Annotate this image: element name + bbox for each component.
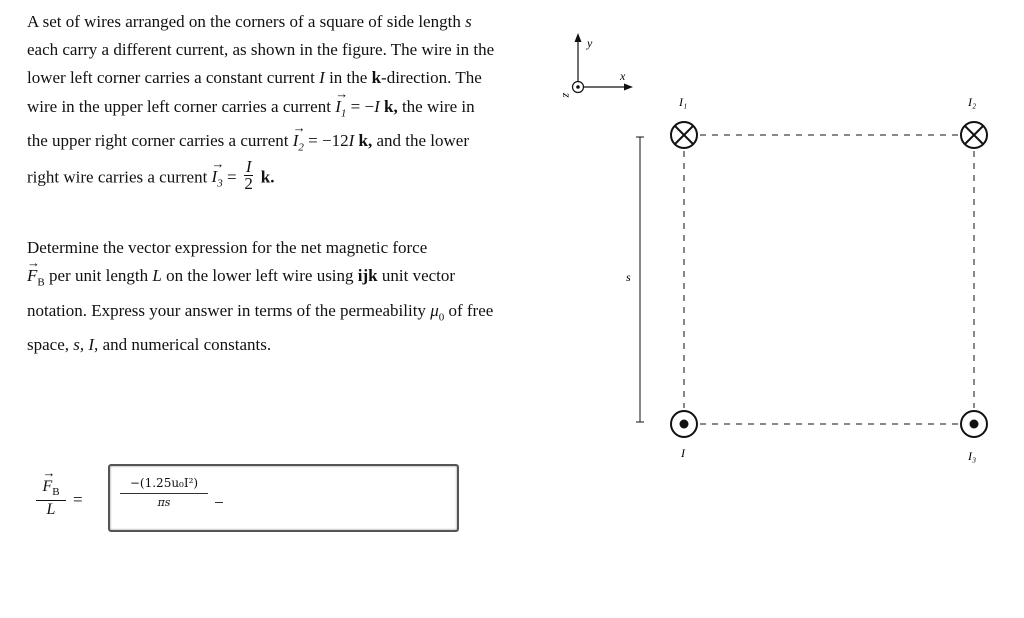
- wire-out-of-page-icon-I: [671, 411, 697, 437]
- equals-sign: =: [73, 490, 83, 509]
- axis-z-label: z: [560, 93, 574, 98]
- vector-I1: → $I_1$: [335, 93, 346, 128]
- answer-expression: $\frac{\text{−(1.25u₀I²)}}{\pi s}$: [120, 476, 208, 509]
- problem-paragraph-2: Determine the vector expression for the net magnetic force → $F_B$ per unit length L on the lower left wire using ijk unit vector notation. Express your answer in terms of the permeability $\mu_0$ of free space, s, I, and numerical constants.: [27, 234, 497, 360]
- wire-out-of-page-icon-I3: [961, 411, 987, 437]
- wire-label-I1: I₁: [679, 95, 688, 109]
- axis-y-label: y: [587, 36, 593, 50]
- fraction-I-over-2: $\frac{I}{2}$: [244, 156, 253, 193]
- wire-label-I: I: [681, 446, 685, 460]
- wire-into-page-icon-I2: [961, 122, 987, 148]
- wire-into-page-icon-I1: [671, 122, 697, 148]
- axes-icon: [573, 33, 634, 93]
- wire-label-I3: I₃: [968, 449, 977, 463]
- wire-label-I2: I₂: [968, 95, 977, 109]
- vector-I2: → $I_2$: [293, 127, 304, 162]
- side-length-label: s: [626, 270, 631, 284]
- answer-lhs: → $\frac{F_B}{L}$: [36, 478, 66, 519]
- vector-FB: → $F_B$: [27, 262, 45, 297]
- side-length-marker: [636, 137, 644, 422]
- vector-I3: → $I_3$: [212, 163, 223, 198]
- problem-paragraph-1: A set of wires arranged on the corners of a square of side length s each carry a different current, as shown in the figure. The wire in the lower left corner carries a constant current I in the k-direction. The wire in the upper left corner carries a current → $I_1 = -I$ k, the wire in the upper right corner carries a current → $I_2 = -12I$ k, and the lower right wire carries a current → $I_3$ = $\frac{I}{2}$ k.: [27, 8, 497, 198]
- dashed-square: [684, 135, 974, 424]
- axis-x-label: x: [620, 69, 626, 83]
